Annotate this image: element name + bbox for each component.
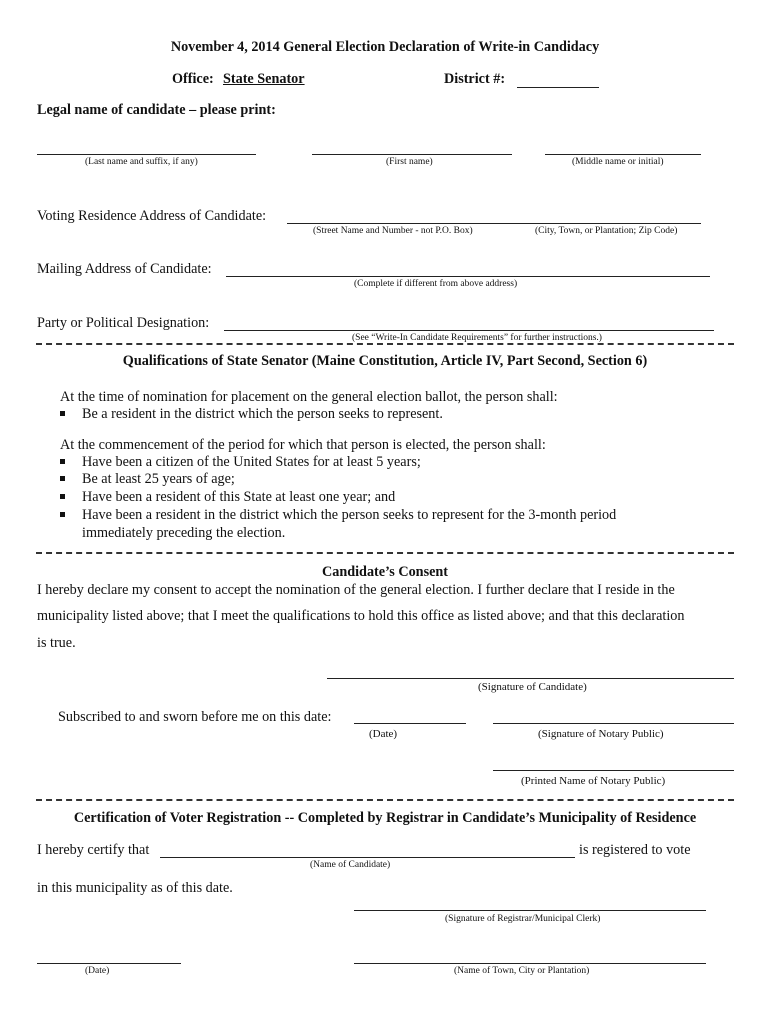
section-divider [36,552,734,554]
last-name-field[interactable] [37,154,256,155]
list-item-continuation: immediately preceding the election. [82,525,286,541]
candidate-signature-caption: (Signature of Candidate) [478,681,587,693]
mailing-address-field[interactable] [226,276,710,277]
certification-date-field[interactable] [37,963,181,964]
certify-prefix: I hereby certify that [37,842,150,858]
list-item: Have been a resident of this State at least one year; and [82,489,396,505]
bullet-icon [60,476,65,481]
form-title: November 4, 2014 General Election Declaration of Write-in Candidacy [170,39,600,55]
candidate-name-caption: (Name of Candidate) [310,860,391,870]
list-item: Have been a citizen of the United States for at least 5 years; [82,454,421,470]
notary-name-caption: (Printed Name of Notary Public) [521,775,666,787]
town-name-caption: (Name of Town, City or Plantation) [454,966,590,976]
qualifications-intro-2: At the commencement of the period for which that person is elected, the person shall: [60,437,546,453]
section-divider [36,343,734,345]
middle-name-caption: (Middle name or initial) [572,157,664,167]
notary-name-field[interactable] [493,770,734,771]
party-label: Party or Political Designation: [37,315,210,331]
bullet-icon [60,494,65,499]
party-caption: (See “Write-In Candidate Requirements” for further instructions.) [352,333,602,343]
bullet-icon [60,512,65,517]
consent-heading: Candidate’s Consent [322,564,448,580]
qualifications-intro-1: At the time of nomination for placement on the general election ballot, the person shall: [60,389,558,405]
city-caption: (City, Town, or Plantation; Zip Code) [535,226,678,236]
registrar-signature-caption: (Signature of Registrar/Municipal Clerk) [445,914,601,924]
party-field[interactable] [224,330,714,331]
voting-residence-label: Voting Residence Address of Candidate: [37,208,267,224]
last-name-caption: (Last name and suffix, if any) [85,157,198,167]
office-value: State Senator [223,71,305,87]
bullet-icon [60,411,65,416]
sworn-label: Subscribed to and sworn before me on this date: [58,709,332,725]
middle-name-field[interactable] [545,154,701,155]
registrar-signature-field[interactable] [354,910,706,911]
section-divider [36,799,734,801]
bullet-icon [60,459,65,464]
certification-heading: Certification of Voter Registration -- Completed by Registrar in Candidate’s Municipality of Residence [73,810,697,826]
legal-name-heading: Legal name of candidate – please print: [37,102,276,118]
qualifications-heading: Qualifications of State Senator (Maine Constitution, Article IV, Part Second, Section 6) [122,353,648,369]
certification-date-caption: (Date) [85,966,110,976]
consent-text-line: municipality listed above; that I meet the qualifications to hold this office as listed above; and that this declaration [37,608,685,624]
notary-signature-field[interactable] [493,723,734,724]
consent-text-line: I hereby declare my consent to accept the nomination of the general election. I further declare that I reside in the [37,582,675,598]
sworn-date-field[interactable] [354,723,466,724]
consent-text-line: is true. [37,635,76,651]
list-item: Be at least 25 years of age; [82,471,235,487]
candidate-signature-field[interactable] [327,678,734,679]
candidate-name-field[interactable] [160,857,575,858]
certify-line-2: in this municipality as of this date. [37,880,233,896]
list-item: Be a resident in the district which the person seeks to represent. [82,406,443,422]
certify-suffix: is registered to vote [579,842,691,858]
street-caption: (Street Name and Number - not P.O. Box) [313,226,473,236]
mailing-address-label: Mailing Address of Candidate: [37,261,212,277]
first-name-caption: (First name) [386,157,433,167]
list-item: Have been a resident in the district which the person seeks to represent for the 3-month period [82,507,617,523]
district-field[interactable] [517,87,599,88]
district-label: District #: [444,71,506,87]
town-name-field[interactable] [354,963,706,964]
voting-residence-field[interactable] [287,223,701,224]
office-label: Office: [172,71,214,87]
first-name-field[interactable] [312,154,512,155]
mailing-caption: (Complete if different from above address) [354,279,518,289]
sworn-date-caption: (Date) [369,728,398,740]
notary-signature-caption: (Signature of Notary Public) [538,728,664,740]
